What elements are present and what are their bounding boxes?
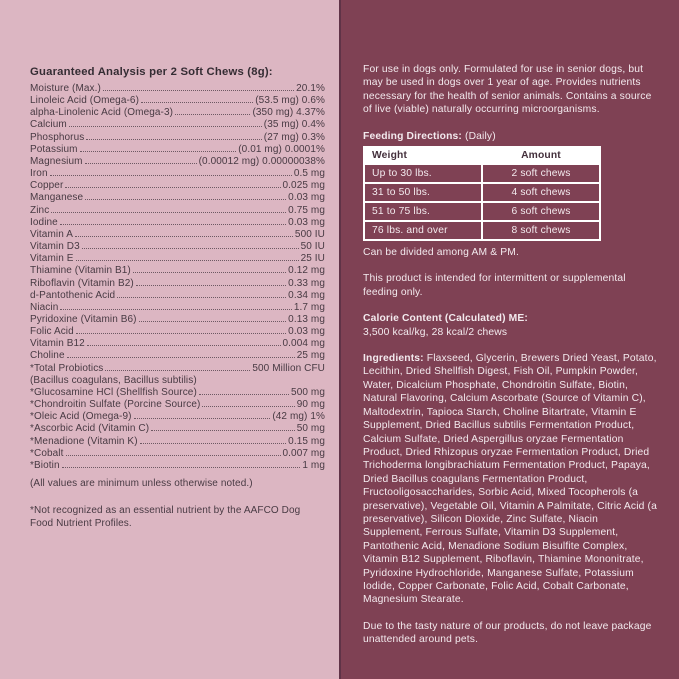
dotted-leader [117, 297, 286, 298]
dotted-leader [103, 90, 294, 91]
feeding-directions-suffix: (Daily) [464, 130, 496, 142]
dotted-leader [66, 455, 281, 456]
dotted-leader [133, 272, 286, 273]
guaranteed-analysis-heading: Guaranteed Analysis per 2 Soft Chews (8g): [30, 66, 273, 78]
nutrient-row [30, 290, 325, 302]
nutrient-value: 25 IU [300, 253, 325, 265]
aafco-note: *Not recognized as an essential nutrient by the AAFCO Dog Food Nutrient Profiles. [30, 504, 301, 529]
dotted-leader [76, 333, 286, 334]
nutrient-label: Vitamin B12 [30, 338, 85, 350]
nutrient-value: 0.025 mg [282, 180, 325, 192]
feeding-directions-title [363, 130, 660, 143]
tasty-warning-paragraph: Due to the tasty nature of our products, do not leave package unattended around pets. [363, 620, 652, 646]
dotted-leader [87, 345, 281, 346]
nutrient-row [30, 83, 325, 95]
dotted-leader [50, 175, 292, 176]
nutrient-row [30, 205, 325, 217]
nutrient-label: Folic Acid [30, 326, 74, 338]
dotted-leader [51, 212, 286, 213]
ingredients-paragraph [363, 352, 660, 607]
nutrient-value: 0.004 mg [282, 338, 325, 350]
nutrient-row [30, 241, 325, 253]
nutrient-value: 1 mg [302, 459, 325, 471]
nutrient-value: 90 mg [296, 399, 325, 411]
nutrient-value: 0.12 mg [288, 265, 325, 277]
dotted-leader [82, 248, 299, 249]
nutrient-label: alpha-Linolenic Acid (Omega-3) [30, 107, 174, 119]
nutrient-row [30, 144, 325, 156]
nutrient-list-bottom [30, 387, 325, 472]
dotted-leader [60, 224, 286, 225]
minimum-values-note: (All values are minimum unless otherwise noted.) [30, 478, 253, 489]
nutrient-value: (350 mg) 4.37% [252, 107, 325, 119]
dotted-leader [151, 430, 295, 431]
nutrient-label: Copper [30, 180, 64, 192]
nutrient-value: 1.7 mg [293, 301, 325, 313]
nutrient-value: 25 mg [296, 350, 325, 362]
table-cell-amount: 2 soft chews [483, 165, 599, 182]
nutrient-row [30, 338, 325, 350]
nutrient-label: *Menadione (Vitamin K) [30, 435, 138, 447]
nutrient-value: 0.34 mg [288, 289, 325, 301]
table-cell-weight: 31 to 50 lbs. [365, 184, 481, 201]
nutrient-label: *Cobalt [30, 447, 64, 459]
divided-dose-note: Can be divided among AM & PM. [363, 247, 520, 259]
nutrient-label: Vitamin E [30, 253, 74, 265]
nutrient-label: Choline [30, 350, 65, 362]
nutrient-list-top [30, 83, 325, 375]
dotted-leader [62, 467, 301, 468]
nutrient-label: Pyridoxine (Vitamin B6) [30, 313, 137, 325]
nutrient-label: Iron [30, 168, 48, 180]
nutrient-value: 500 mg [291, 386, 325, 398]
nutrient-value: 500 IU [294, 228, 325, 240]
nutrient-label: Magnesium [30, 155, 83, 167]
nutrient-row [30, 350, 325, 362]
nutrient-row [30, 460, 325, 472]
nutrient-value: 0.15 mg [288, 435, 325, 447]
dotted-leader [141, 102, 253, 103]
nutrient-value: (53.5 mg) 0.6% [255, 95, 325, 107]
directions-ingredients-panel [339, 0, 679, 679]
nutrient-row [30, 363, 325, 375]
nutrient-label: Linoleic Acid (Omega-6) [30, 95, 140, 107]
nutrient-value: 0.03 mg [288, 192, 325, 204]
nutrient-row [30, 302, 325, 314]
usage-intro-paragraph: For use in dogs only. Formulated for use in senior dogs, but may be used in dogs over 1 year of age. Provides nutrients necessary for the health of senior animals. Contains a source of live (viable) naturally occurring microorganisms. [363, 64, 652, 116]
nutrient-value: (0.01 mg) 0.0001% [238, 143, 325, 155]
nutrient-value: (35 mg) 0.4% [263, 119, 325, 131]
nutrient-row [30, 253, 325, 265]
nutrient-value: 50 IU [300, 241, 325, 253]
nutrient-label: Moisture (Max.) [30, 83, 101, 94]
nutrient-label: Thiamine (Vitamin B1) [30, 265, 131, 277]
dotted-leader [67, 357, 295, 358]
ingredients-label: Ingredients: [363, 353, 424, 365]
nutrient-value: 0.03 mg [288, 326, 325, 338]
nutrient-label: Calcium [30, 119, 67, 131]
dotted-leader [105, 370, 250, 371]
nutrient-value: 0.5 mg [293, 168, 325, 180]
nutrient-row [30, 156, 325, 168]
nutrient-label: Potassium [30, 143, 78, 155]
nutrient-row [30, 229, 325, 241]
dotted-leader [136, 285, 286, 286]
table-cell-amount: 4 soft chews [483, 184, 599, 201]
dotted-leader [139, 321, 287, 322]
nutrient-row [30, 265, 325, 277]
calorie-content-value: 3,500 kcal/kg, 28 kcal/2 chews [363, 326, 508, 338]
dotted-leader [175, 114, 250, 115]
probiotics-species-note: (Bacillus coagulans, Bacillus subtilis) [30, 374, 197, 386]
nutrient-value: 0.03 mg [288, 216, 325, 228]
nutrient-label: Vitamin D3 [30, 241, 80, 253]
table-cell-weight: 76 lbs. and over [365, 222, 481, 239]
dotted-leader [199, 394, 289, 395]
nutrient-label: Vitamin A [30, 228, 73, 240]
nutrient-label: d-Pantothenic Acid [30, 289, 116, 301]
nutrient-row [30, 326, 325, 338]
nutrient-row [30, 436, 325, 448]
nutrient-row [30, 132, 325, 144]
nutrient-label: *Oleic Acid (Omega-9) [30, 411, 132, 423]
nutrient-label: *Glucosamine HCl (Shellfish Source) [30, 386, 197, 398]
table-header-amount: Amount [483, 148, 599, 163]
nutrient-row [30, 314, 325, 326]
nutrient-row [30, 95, 325, 107]
nutrient-value: 500 Million CFU [252, 362, 325, 374]
nutrient-row [30, 448, 325, 460]
dotted-leader [60, 309, 291, 310]
nutrient-label: *Biotin [30, 459, 60, 471]
nutrient-value: 0.13 mg [288, 313, 325, 325]
nutrient-row [30, 217, 325, 229]
nutrient-row [30, 168, 325, 180]
nutrient-label: Phosphorus [30, 131, 85, 143]
nutrient-value: 0.33 mg [288, 277, 325, 289]
nutrient-label: Zinc [30, 204, 50, 216]
dotted-leader [65, 187, 280, 188]
nutrient-label: Riboflavin (Vitamin B2) [30, 277, 134, 289]
feeding-directions-label: Feeding Directions: [363, 130, 462, 142]
nutrient-label: *Chondroitin Sulfate (Porcine Source) [30, 399, 201, 411]
feeding-directions-table [363, 146, 601, 241]
nutrient-row [30, 278, 325, 290]
nutrient-value: 50 mg [296, 423, 325, 435]
nutrient-label: Niacin [30, 301, 59, 313]
nutrient-row [30, 387, 325, 399]
nutrient-value: (0.00012 mg) 0.00000038% [198, 155, 325, 167]
nutrient-row [30, 119, 325, 131]
nutrient-value: 0.007 mg [282, 447, 325, 459]
nutrient-label: Iodine [30, 216, 58, 228]
dotted-leader [140, 443, 287, 444]
dotted-leader [202, 406, 294, 407]
table-cell-weight: Up to 30 lbs. [365, 165, 481, 182]
nutrient-row [30, 107, 325, 119]
dotted-leader [76, 260, 299, 261]
dotted-leader [75, 236, 293, 237]
dotted-leader [86, 139, 261, 140]
nutrient-row [30, 411, 325, 423]
dotted-leader [134, 418, 271, 419]
ingredients-text: Flaxseed, Glycerin, Brewers Dried Yeast, Potato, Lecithin, Dried Shellfish Digest, Fish Oil, Pumpkin Powder, Water, Dicalcium Phosphate, Chondroitin Sulfate, Biotin, Natural Flavoring, Calcium Ascorbate (Source of Vitamin C), Maltodextrin, Tapioca Starch, Choline Bitartrate, Vitamin E Supplement, Dried Bacillus subtilis Fermentation Product, Calcium Sulfate, Dried Aspergillus oryzae Fermentation Product, Dried Rhizopus oryzae Fermentation Product, Dried Trichoderma longibrachiatum Fermentation Product, Papaya, Dried Bacillus coagulans Fermentation Product, Fructooligosaccharides, Sorbic Acid, Mixed Tocopherols (a preservative), Vegetable Oil, Vitamin A Palmitate, Citric Acid (a preservative), Silicon Dioxide, Zinc Sulfate, Niacin Supplement, Ferrous Sulfate, Vitamin D3 Supplement, Pantothenic Acid, Menadione Sodium Bisulfite Complex, Vitamin B12 Supplement, Riboflavin, Thiamine Mononitrate, Pyridoxine Hydrochloride, Manganese Sulfate, Potassium Iodide, Copper Carbonate, Folic Acid, Cobalt Carbonate, Magnesium Stearate. [363, 353, 657, 606]
dotted-leader [69, 126, 262, 127]
nutrient-label: *Ascorbic Acid (Vitamin C) [30, 423, 150, 435]
nutrient-row [30, 180, 325, 192]
nutrient-row [30, 423, 325, 435]
dotted-leader [85, 163, 197, 164]
table-cell-amount: 8 soft chews [483, 222, 599, 239]
nutrient-label: Manganese [30, 192, 84, 204]
table-header-weight: Weight [365, 148, 481, 163]
intermittent-feeding-note: This product is intended for intermittent or supplemental feeding only. [363, 273, 626, 298]
nutrient-value: (42 mg) 1% [272, 411, 325, 423]
guaranteed-analysis-panel [0, 0, 339, 679]
nutrient-row [30, 192, 325, 204]
table-cell-amount: 6 soft chews [483, 203, 599, 220]
table-cell-weight: 51 to 75 lbs. [365, 203, 481, 220]
nutrient-value: 0.75 mg [288, 204, 325, 216]
calorie-content-title: Calorie Content (Calculated) ME: [363, 313, 528, 325]
nutrient-label: *Total Probiotics [30, 362, 104, 374]
nutrient-value: 20.1% [296, 83, 325, 94]
nutrient-row [30, 399, 325, 411]
dotted-leader [80, 151, 237, 152]
dotted-leader [85, 199, 286, 200]
nutrient-value: (27 mg) 0.3% [263, 131, 325, 143]
